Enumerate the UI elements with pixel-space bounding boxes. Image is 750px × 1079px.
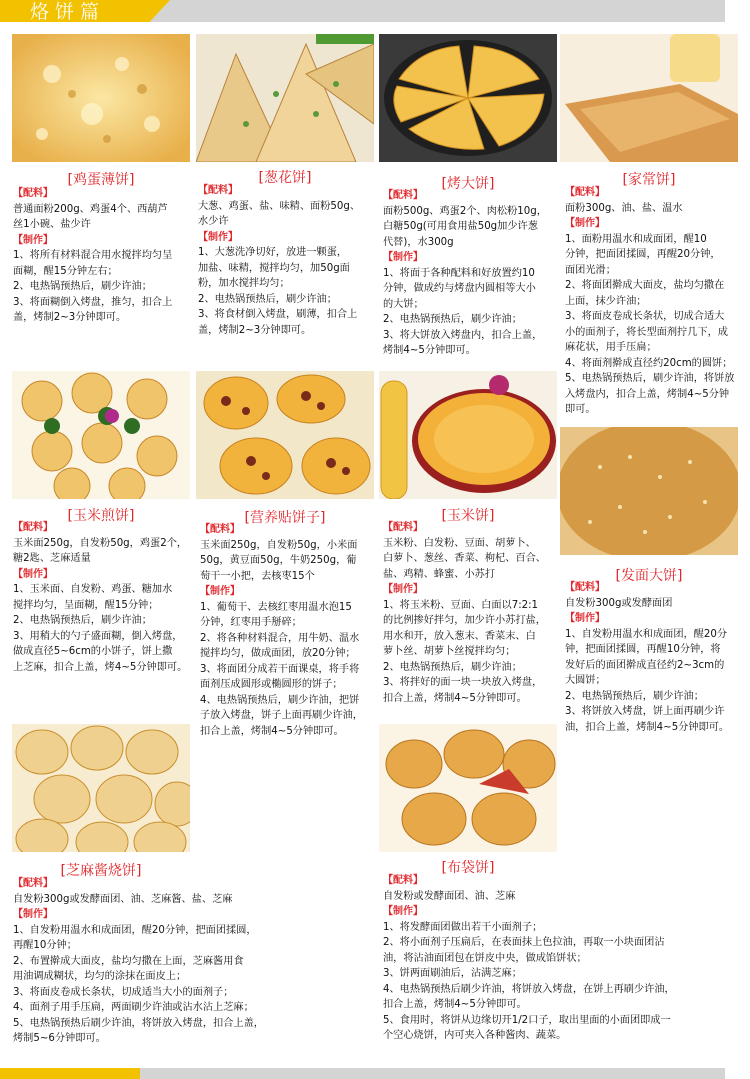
ingredient-line: 萄干一小把，去核枣15个 [200, 570, 315, 582]
ingredient-line: 水少许 [198, 216, 229, 227]
step-line: 2、电热锅预热后，刷少许油； [565, 690, 704, 702]
step-line: 发好后的面团擀成直径约2~3cm的 [565, 659, 725, 671]
ingredients-label: 【配料】 [383, 190, 423, 201]
step-line: 1、自发粉用温水和成面团，醒20分 [565, 628, 728, 640]
step-line: 盖，烤制2~3分钟即可。 [198, 324, 312, 336]
ingredient-line: 白糖50g(可用食用盐50g加少许葱 [383, 221, 538, 232]
step-line: 3、将面糊倒入烤盘，推匀，扣合上 [13, 296, 173, 308]
ingredients-label: 【配料】 [13, 188, 53, 199]
step-line: 搅拌均匀，做成面团，放20分钟； [200, 648, 356, 659]
step-line: 加盐、味精，搅拌均匀，加50g面 [198, 262, 350, 274]
method-label: 【制作】 [13, 234, 53, 246]
ingredient-line: 代替)，水300g [383, 236, 454, 248]
section-header [0, 0, 725, 22]
photo-homestyle-pancake [560, 34, 738, 162]
step-line: 面团光滑； [565, 264, 616, 276]
recipe-name: [布袋饼] [441, 860, 495, 876]
step-line: 2、电热锅预热后，刷少许油； [198, 293, 337, 305]
step-line: 3、饼两面刷油后，沾满芝麻； [383, 968, 522, 979]
ingredients-label: 【配料】 [198, 185, 238, 196]
photo-corn-fritter [12, 371, 190, 499]
step-line: 4、电热锅预热后，刷少许油，把饼 [200, 694, 360, 706]
ingredient-line: 玉米面250g，自发粉50g，鸡蛋2个， [13, 537, 188, 549]
ingredient-line: 自发粉300g或发酵面团、油、芝麻酱、盐、芝麻 [13, 893, 233, 905]
step-line: 萝卜丝、胡萝卜丝搅拌均匀； [383, 646, 516, 657]
step-line: 1、自发粉用温水和成面团，醒20分钟，把面团揉圆， [13, 924, 257, 936]
ingredients-label: 【配料】 [383, 875, 423, 886]
recipe-text [383, 520, 559, 706]
ingredient-line: 大葱、鸡蛋、盐、味精、面粉50g、 [198, 200, 361, 212]
recipe-name: [发面大饼] [615, 568, 683, 584]
step-line: 再醒10分钟； [13, 940, 77, 951]
recipe-text [13, 186, 193, 326]
ingredients-label: 【配料】 [13, 878, 53, 889]
step-line: 的比例掺好拌匀，加少许小苏打盐， [383, 615, 546, 626]
recipe-text [13, 520, 198, 675]
recipe-name: [玉米煎饼] [67, 508, 135, 524]
step-line: 子放入烤盘，饼子上面再刷少许油， [200, 710, 363, 721]
method-label: 【制作】 [13, 568, 53, 580]
step-line: 1、玉米面、自发粉、鸡蛋、糖加水 [13, 584, 173, 595]
ingredients-label: 【配料】 [200, 524, 240, 535]
ingredient-line: 面粉300g、油、盐、温水 [565, 202, 683, 214]
ingredients-label: 【配料】 [383, 522, 423, 533]
recipe-name: [鸡蛋薄饼] [67, 172, 135, 188]
step-line: 扣合上盖，烤制4~5分钟即可。 [200, 725, 344, 737]
ingredients-label: 【配料】 [565, 187, 605, 198]
step-line: 分钟，把面团揉圆，再醒20分钟， [565, 249, 721, 260]
ingredient-line: 玉米粉、白发粉、豆面、胡萝卜、 [383, 537, 536, 549]
ingredient-line: 白萝卜、葱丝、香菜、枸杞、百合、 [383, 553, 546, 564]
step-line: 做成直径5~6cm的小饼子，饼上撒 [13, 646, 173, 657]
ingredient-line: 玉米面250g，自发粉50g，小米面 [200, 539, 358, 551]
step-line: 1、大葱洗净切好，放进一颗蛋， [198, 247, 348, 258]
photo-pocket-bread [379, 724, 557, 852]
ingredient-line: 糖2匙、芝麻适量 [13, 553, 91, 564]
step-line: 5、电热锅预热后，刷少许油，将饼放 [565, 373, 735, 384]
step-line: 分钟，做成约与烤盘内圆相等大小 [383, 283, 536, 294]
method-label: 【制作】 [200, 586, 240, 597]
step-line: 麻花状，用手压扁； [565, 342, 657, 353]
recipe-text [13, 876, 303, 1047]
step-line: 面糊，醒15分钟左右； [13, 265, 118, 277]
step-line: 3、将饼放入烤盘，饼上面再刷少许 [565, 706, 725, 717]
step-line: 4、电热锅预热后刷少许油，将饼放入烤盘，在饼上再刷少许油， [383, 983, 675, 995]
step-line: 2、电热锅预热后，刷少许油； [13, 281, 152, 292]
step-line: 大圆饼； [565, 675, 606, 686]
step-line: 的大饼； [383, 298, 424, 310]
ingredient-line: 丝1小碗、盐少许 [13, 219, 91, 230]
method-label: 【制作】 [13, 909, 53, 920]
ingredient-line: 盐、鸡精、蜂蜜、小苏打 [383, 568, 496, 580]
method-label: 【制作】 [383, 584, 423, 595]
footer-bar [0, 1068, 725, 1079]
recipe-text [198, 183, 376, 338]
step-line: 用油调成糊状，均匀的涂抹在面皮上； [13, 971, 187, 982]
ingredients-label: 【配料】 [565, 582, 605, 593]
step-line: 即可。 [565, 404, 596, 415]
step-line: 面剂压成圆形或椭圆形的饼子； [200, 679, 343, 690]
recipe-text [565, 185, 743, 418]
step-line: 5、电热锅预热后刷少许油，将饼放入烤盘，扣合上盖， [13, 1017, 264, 1029]
step-line: 分钟，红枣用手掰碎； [200, 617, 302, 628]
step-line: 4、将面剂擀成直径约20cm的圆饼； [565, 357, 733, 369]
ingredient-line: 普通面粉200g、鸡蛋4个、西葫芦 [13, 203, 168, 215]
section-title: 烙饼篇 [30, 1, 106, 23]
step-line: 1、面粉用温水和成面团，醒10 [565, 233, 707, 245]
recipe-text [383, 873, 723, 1044]
step-line: 烤制5~6分钟即可。 [13, 1033, 106, 1044]
step-line: 3、将大饼放入烤盘内，扣合上盖， [383, 329, 543, 341]
step-line: 2、将面团擀成大面皮，盐均匀撒在 [565, 280, 725, 291]
step-line: 2、将小面剂子压扁后，在表面抹上色拉油，再取一小块面团沾 [383, 937, 665, 948]
photo-scallion-pancake [196, 34, 374, 162]
photo-baked-flatbread [379, 34, 557, 162]
step-line: 烤制4~5分钟即可。 [383, 345, 476, 356]
ingredient-line: 50g，黄豆面50g，牛奶250g，葡 [200, 555, 357, 566]
step-line: 扣合上盖，烤制4~5分钟即可。 [383, 692, 527, 704]
step-line: 钟，把面团揉圆，再醒10分钟，将 [565, 644, 721, 655]
step-line: 粉，加水搅拌均匀； [198, 278, 290, 289]
recipe-name: [玉米饼] [441, 508, 495, 524]
step-line: 上面，抹少许油； [565, 295, 647, 307]
photo-egg-crepe [12, 34, 190, 162]
recipe-text [200, 522, 378, 739]
step-line: 用水和开，放入葱末、香菜末、白 [383, 630, 536, 642]
step-line: 搅拌均匀，呈面糊，醒15分钟； [13, 599, 159, 611]
step-line: 3、将面皮卷成长条状，切成适当大小的面剂子； [13, 986, 234, 998]
photo-corn-pancake [379, 371, 557, 499]
step-line: 2、电热锅预热后，刷少许油； [383, 661, 522, 673]
method-label: 【制作】 [383, 906, 423, 917]
step-line: 1、将发酵面团做出若干小面剂子； [383, 921, 543, 933]
step-line: 盖，烤制2~3分钟即可。 [13, 312, 127, 323]
method-label: 【制作】 [565, 218, 605, 229]
step-line: 5、食用时，将饼从边缘切开1/2口子，取出里面的小面团即成一 [383, 1014, 671, 1026]
step-line: 1、将面于各种配料和好放置约10 [383, 267, 535, 279]
step-line: 油，将沾油面团包在饼皮中央，做成馅饼状； [383, 952, 587, 964]
step-line: 入烤盘内，扣合上盖，烤制4~5分钟 [565, 388, 730, 400]
step-line: 3、将食材倒入烤盘，刷薄，扣合上 [198, 309, 358, 320]
photo-sesame-paste-cake [12, 724, 190, 852]
photo-leavened-pancake [560, 427, 738, 555]
method-label: 【制作】 [383, 252, 423, 263]
step-line: 小的面剂子，将长型面剂拧几下，成 [565, 326, 728, 338]
step-line: 2、将各种材料混合，用牛奶、温水 [200, 632, 360, 644]
step-line: 1、将玉米粉、豆面、白面以7:2:1 [383, 599, 539, 611]
method-label: 【制作】 [565, 613, 605, 624]
footer-tab [0, 1068, 140, 1079]
step-line: 2、电热锅预热后，刷少许油； [383, 314, 522, 325]
ingredient-line: 自发粉或发酵面团、油、芝麻 [383, 890, 516, 902]
step-line: 上芝麻，扣合上盖，烤4~5分钟即可。 [13, 661, 188, 673]
photo-nutrition-cake [196, 371, 374, 499]
step-line: 3、将拌好的面一块一块放入烤盘， [383, 677, 543, 688]
step-line: 3、将面团分成若干面课桌，将手将 [200, 663, 360, 675]
step-line: 油，扣合上盖，烤制4~5分钟即可。 [565, 721, 730, 733]
step-line: 2、布置擀成大面皮，盐均匀撒在上面，芝麻酱用食 [13, 955, 244, 967]
recipe-name: [家常饼] [622, 172, 676, 188]
step-line: 扣合上盖，烤制4~5分钟即可。 [383, 999, 527, 1010]
recipe-name: [营养贴饼子] [244, 510, 326, 526]
recipe-text [383, 188, 559, 359]
recipe-name: [烤大饼] [441, 176, 495, 192]
step-line: 1、葡萄干、去核红枣用温水泡15 [200, 601, 352, 613]
step-line: 1、将所有材料混合用水搅拌均匀呈 [13, 250, 173, 261]
step-line: 3、用稍大的勺子盛面糊，倒入烤盘， [13, 630, 183, 642]
ingredient-line: 自发粉300g或发酵面团 [565, 597, 673, 609]
method-label: 【制作】 [198, 231, 238, 243]
ingredient-line: 面粉500g、鸡蛋2个、肉松粉10g， [383, 205, 547, 217]
ingredients-label: 【配料】 [13, 522, 53, 533]
step-line: 4、面剂子用手压扁，两面刷少许油或沾水沾上芝麻； [13, 1002, 254, 1013]
step-line: 个空心烧饼，内可夹入各种酱肉、蔬菜。 [383, 1030, 567, 1041]
step-line: 3、将面皮卷成长条状，切成合适大 [565, 311, 725, 322]
recipe-name: [芝麻酱烧饼] [60, 863, 142, 879]
step-line: 2、电热锅预热后，刷少许油； [13, 615, 152, 626]
recipe-text [565, 580, 745, 735]
recipe-name: [葱花饼] [258, 170, 312, 186]
